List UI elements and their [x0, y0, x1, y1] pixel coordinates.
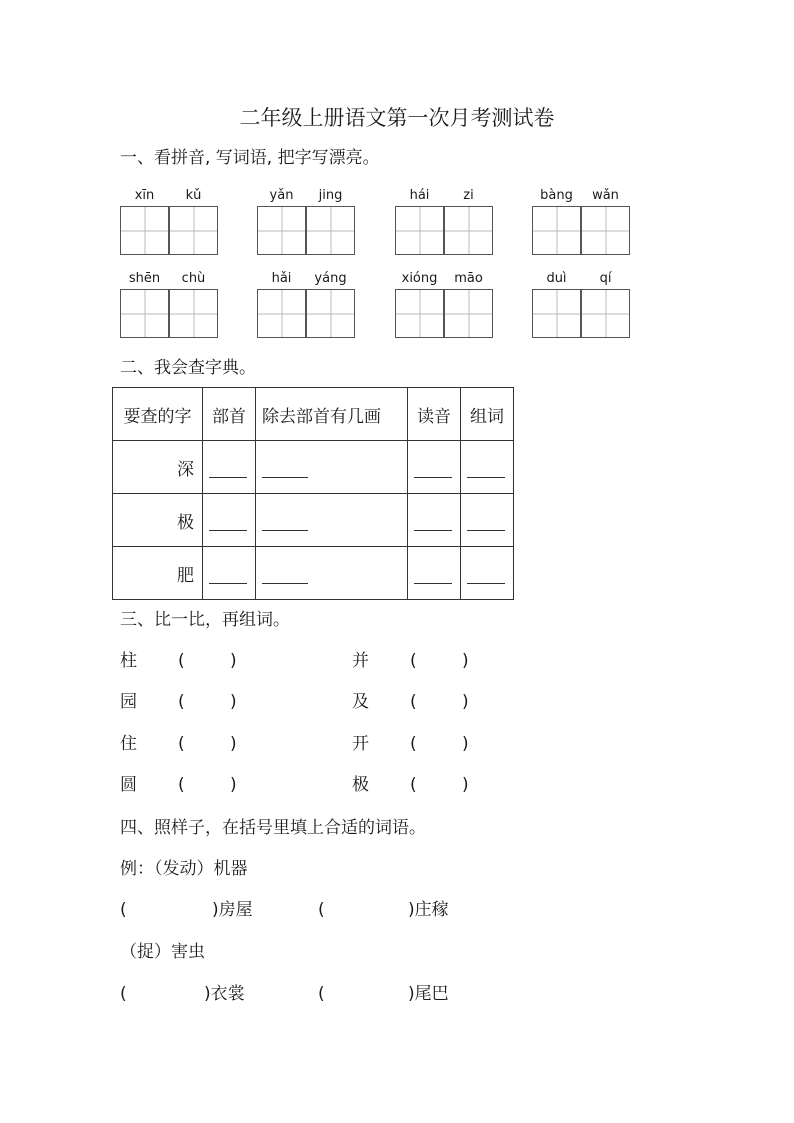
compare-char-right: 并 — [352, 651, 369, 671]
compare-char-right: 开 — [352, 734, 369, 754]
section1-heading: 一、看拼音, 写词语, 把字写漂亮。 — [120, 148, 380, 168]
pinyin-label: qí — [599, 271, 612, 286]
pinyin-label: kǔ — [185, 188, 202, 203]
pronunciation-blank[interactable] — [408, 441, 461, 494]
compare-char-right: 及 — [352, 692, 369, 712]
fill-open-1a: ( — [120, 900, 127, 920]
compare-char-left: 柱 — [120, 651, 137, 671]
paren-close: ) — [462, 775, 469, 795]
paren-open: ( — [178, 775, 185, 795]
writing-box[interactable] — [532, 289, 581, 338]
writing-box[interactable] — [581, 206, 630, 255]
pinyin-label: bàng — [540, 188, 573, 203]
paren-close: ) — [462, 651, 469, 671]
pinyin-label: zi — [463, 188, 474, 203]
example-line: 例：（发动）机器 — [120, 859, 248, 879]
example-line-2: （捉）害虫 — [120, 942, 205, 962]
compare-char-left: 住 — [120, 734, 137, 754]
writing-box[interactable] — [532, 206, 581, 255]
paren-open: ( — [410, 651, 417, 671]
section2-heading: 二、我会查字典。 — [120, 358, 256, 378]
lookup-char: 极 — [113, 494, 203, 547]
writing-box[interactable] — [120, 289, 169, 338]
radical-blank[interactable] — [203, 494, 256, 547]
pronunciation-blank[interactable] — [408, 547, 461, 600]
word-blank[interactable] — [461, 547, 514, 600]
header-pronunciation: 读音 — [408, 388, 461, 441]
table-header-row — [113, 388, 514, 441]
paren-open: ( — [410, 692, 417, 712]
word-blank[interactable] — [461, 494, 514, 547]
paren-close: ) — [230, 692, 237, 712]
table-row — [113, 547, 514, 600]
strokes-blank[interactable] — [256, 547, 408, 600]
lookup-char: 深 — [113, 441, 203, 494]
fill-close-1b[interactable]: )庄稼 — [408, 900, 449, 920]
header-char: 要查的字 — [113, 388, 203, 441]
pinyin-label: xióng — [401, 271, 438, 286]
writing-box[interactable] — [257, 206, 306, 255]
writing-box[interactable] — [306, 206, 355, 255]
pinyin-label: wǎn — [592, 188, 619, 203]
paren-close: ) — [462, 692, 469, 712]
fill-open-2a: ( — [120, 984, 127, 1004]
fill-close-1a[interactable]: )房屋 — [212, 900, 253, 920]
fill-open-1b: ( — [318, 900, 325, 920]
fill-open-2b: ( — [318, 984, 325, 1004]
pinyin-label: yǎn — [269, 188, 294, 203]
writing-box[interactable] — [581, 289, 630, 338]
pinyin-label: shēn — [128, 271, 161, 286]
paren-open: ( — [178, 651, 185, 671]
pinyin-label: duì — [546, 271, 567, 286]
paren-open: ( — [410, 775, 417, 795]
writing-box[interactable] — [169, 206, 218, 255]
writing-box[interactable] — [395, 289, 444, 338]
writing-box[interactable] — [169, 289, 218, 338]
radical-blank[interactable] — [203, 547, 256, 600]
pronunciation-blank[interactable] — [408, 494, 461, 547]
fill-close-2a[interactable]: )衣裳 — [204, 984, 245, 1004]
paren-close: ) — [230, 651, 237, 671]
writing-box[interactable] — [444, 206, 493, 255]
paren-open: ( — [178, 734, 185, 754]
writing-box[interactable] — [257, 289, 306, 338]
strokes-blank[interactable] — [256, 441, 408, 494]
writing-box[interactable] — [306, 289, 355, 338]
compare-char-right: 极 — [352, 775, 369, 795]
section3-heading: 三、比一比，再组词。 — [120, 610, 290, 630]
table-row — [113, 441, 514, 494]
page-title: 二年级上册语文第一次月考测试卷 — [239, 106, 555, 130]
writing-box[interactable] — [395, 206, 444, 255]
paren-open: ( — [178, 692, 185, 712]
paren-close: ) — [230, 775, 237, 795]
radical-blank[interactable] — [203, 441, 256, 494]
pinyin-label: hǎi — [271, 271, 292, 286]
paren-close: ) — [230, 734, 237, 754]
fill-close-2b[interactable]: )尾巴 — [408, 984, 449, 1004]
paren-open: ( — [410, 734, 417, 754]
compare-char-left: 园 — [120, 692, 137, 712]
header-radical: 部首 — [203, 388, 256, 441]
pinyin-label: māo — [454, 271, 483, 286]
compare-char-left: 圆 — [120, 775, 137, 795]
dictionary-table — [112, 387, 514, 600]
paren-close: ) — [462, 734, 469, 754]
table-row — [113, 494, 514, 547]
header-strokes: 除去部首有几画 — [256, 388, 408, 441]
header-word: 组词 — [461, 388, 514, 441]
section4-heading: 四、照样子，在括号里填上合适的词语。 — [120, 818, 426, 838]
word-blank[interactable] — [461, 441, 514, 494]
pinyin-label: xīn — [134, 188, 155, 203]
pinyin-label: yáng — [314, 271, 347, 286]
pinyin-label: jing — [318, 188, 343, 203]
pinyin-label: chù — [181, 271, 206, 286]
writing-box[interactable] — [120, 206, 169, 255]
lookup-char: 肥 — [113, 547, 203, 600]
writing-box[interactable] — [444, 289, 493, 338]
pinyin-label: hái — [409, 188, 430, 203]
strokes-blank[interactable] — [256, 494, 408, 547]
